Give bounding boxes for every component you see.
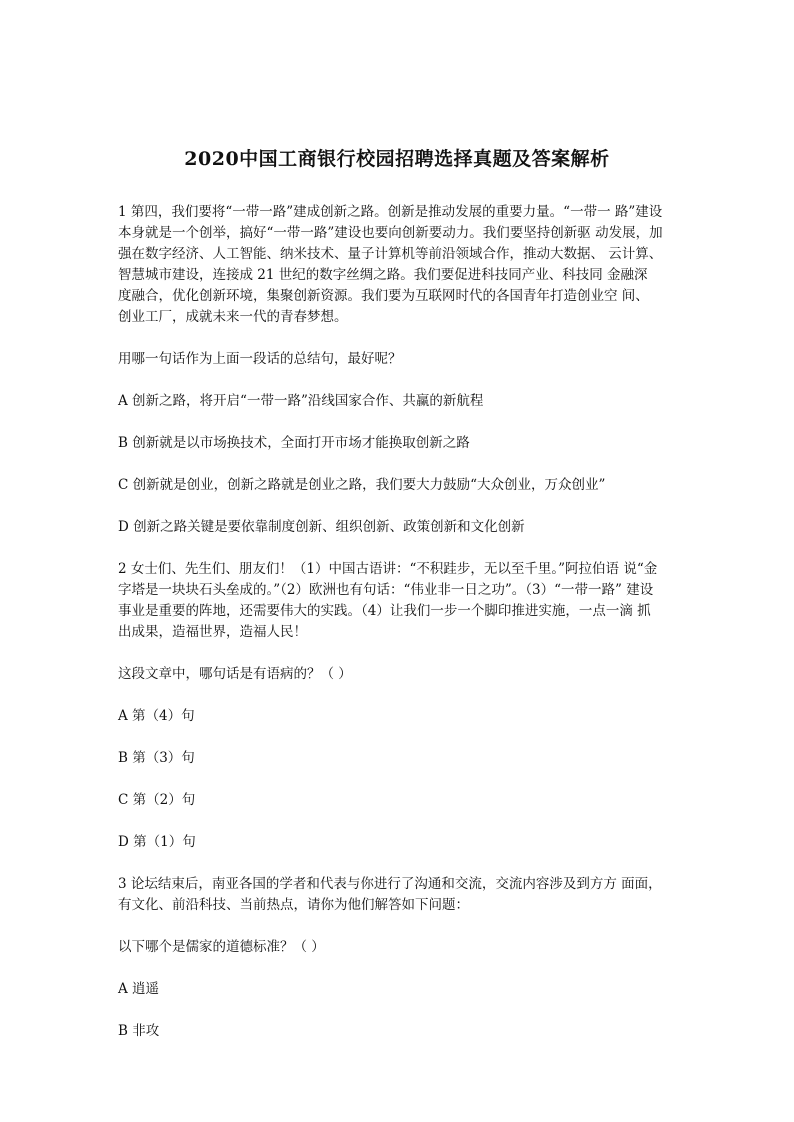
question-2-option-c: C 第（2）句 xyxy=(118,792,196,808)
passage-line: 1 第四，我们要将“一带一路”建成创新之路。创新是推动发展的重要力量。“一带一 路”建设 xyxy=(118,204,663,220)
passage-line: 强在数字经济、人工智能、纳米技术、量子计算机等前沿领域合作，推动大数据、 云计算、 xyxy=(118,246,663,262)
question-1-option-d: D 创新之路关键是要依靠制度创新、组织创新、政策创新和文化创新 xyxy=(118,519,525,535)
question-1-option-b: B 创新就是以市场换技术，全面打开市场才能换取创新之路 xyxy=(118,435,470,451)
passage-line: 事业是重要的阵地，还需要伟大的实践。（4）让我们一步一个脚印推进实施，一点一滴 抓 xyxy=(118,603,651,619)
question-3-passage xyxy=(118,874,730,916)
passage-line: 有文化、前沿科技、当前热点，请你为他们解答如下问题： xyxy=(118,897,469,913)
passage-line: 2 女士们、先生们、朋友们！（1）中国古语讲：“不积跬步，无以至千里。”阿拉伯语 说“金 xyxy=(118,561,658,577)
passage-line: 创业工厂，成就未来一代的青春梦想。 xyxy=(118,309,348,325)
question-2-option-b: B 第（3）句 xyxy=(118,750,195,766)
document-body xyxy=(118,202,730,1063)
passage-line: 度融合，优化创新环境，集聚创新资源。我们要为互联网时代的各国青年打造创业空 间、 xyxy=(118,288,649,304)
question-1-prompt: 用哪一句话作为上面一段话的总结句，最好呢？ xyxy=(118,351,402,367)
question-1-option-c: C 创新就是创业，创新之路就是创业之路，我们要大力鼓励“大众创业，万众创业” xyxy=(118,477,606,493)
question-3-prompt: 以下哪个是儒家的道德标准？（ ） xyxy=(118,939,325,955)
passage-line: 出成果，造福世界，造福人民！ xyxy=(118,624,307,640)
passage-line: 3 论坛结束后，南亚各国的学者和代表与你进行了沟通和交流，交流内容涉及到方方 面面， xyxy=(118,876,662,892)
question-3-option-a: A 逍遥 xyxy=(118,981,160,997)
question-2-prompt: 这段文章中，哪句话是有语病的？（ ） xyxy=(118,666,352,682)
passage-line: 智慧城市建设，连接成 21 世纪的数字丝绸之路。我们要促进科技同产业、科技同 金融深 xyxy=(118,267,648,283)
question-2-passage xyxy=(118,559,730,643)
question-2-option-d: D 第（1）句 xyxy=(118,834,196,850)
passage-line: 本身就是一个创举，搞好“一带一路”建设也要向创新要动力。我们要坚持创新驱 动发展，加 xyxy=(118,225,663,241)
question-1-passage xyxy=(118,202,730,328)
question-1-option-a: A 创新之路，将开启“一带一路”沿线国家合作、共赢的新航程 xyxy=(118,393,484,409)
page-title: 2020中国工商银行校园招聘选择真题及答案解析 xyxy=(184,148,610,170)
passage-line: 字塔是一块块石头垒成的。”（2）欧洲也有句话：“伟业非一日之功”。（3）“一带一路” 建设 xyxy=(118,582,654,598)
question-3-option-b: B 非攻 xyxy=(118,1023,160,1039)
question-2-option-a: A 第（4）句 xyxy=(118,708,195,724)
